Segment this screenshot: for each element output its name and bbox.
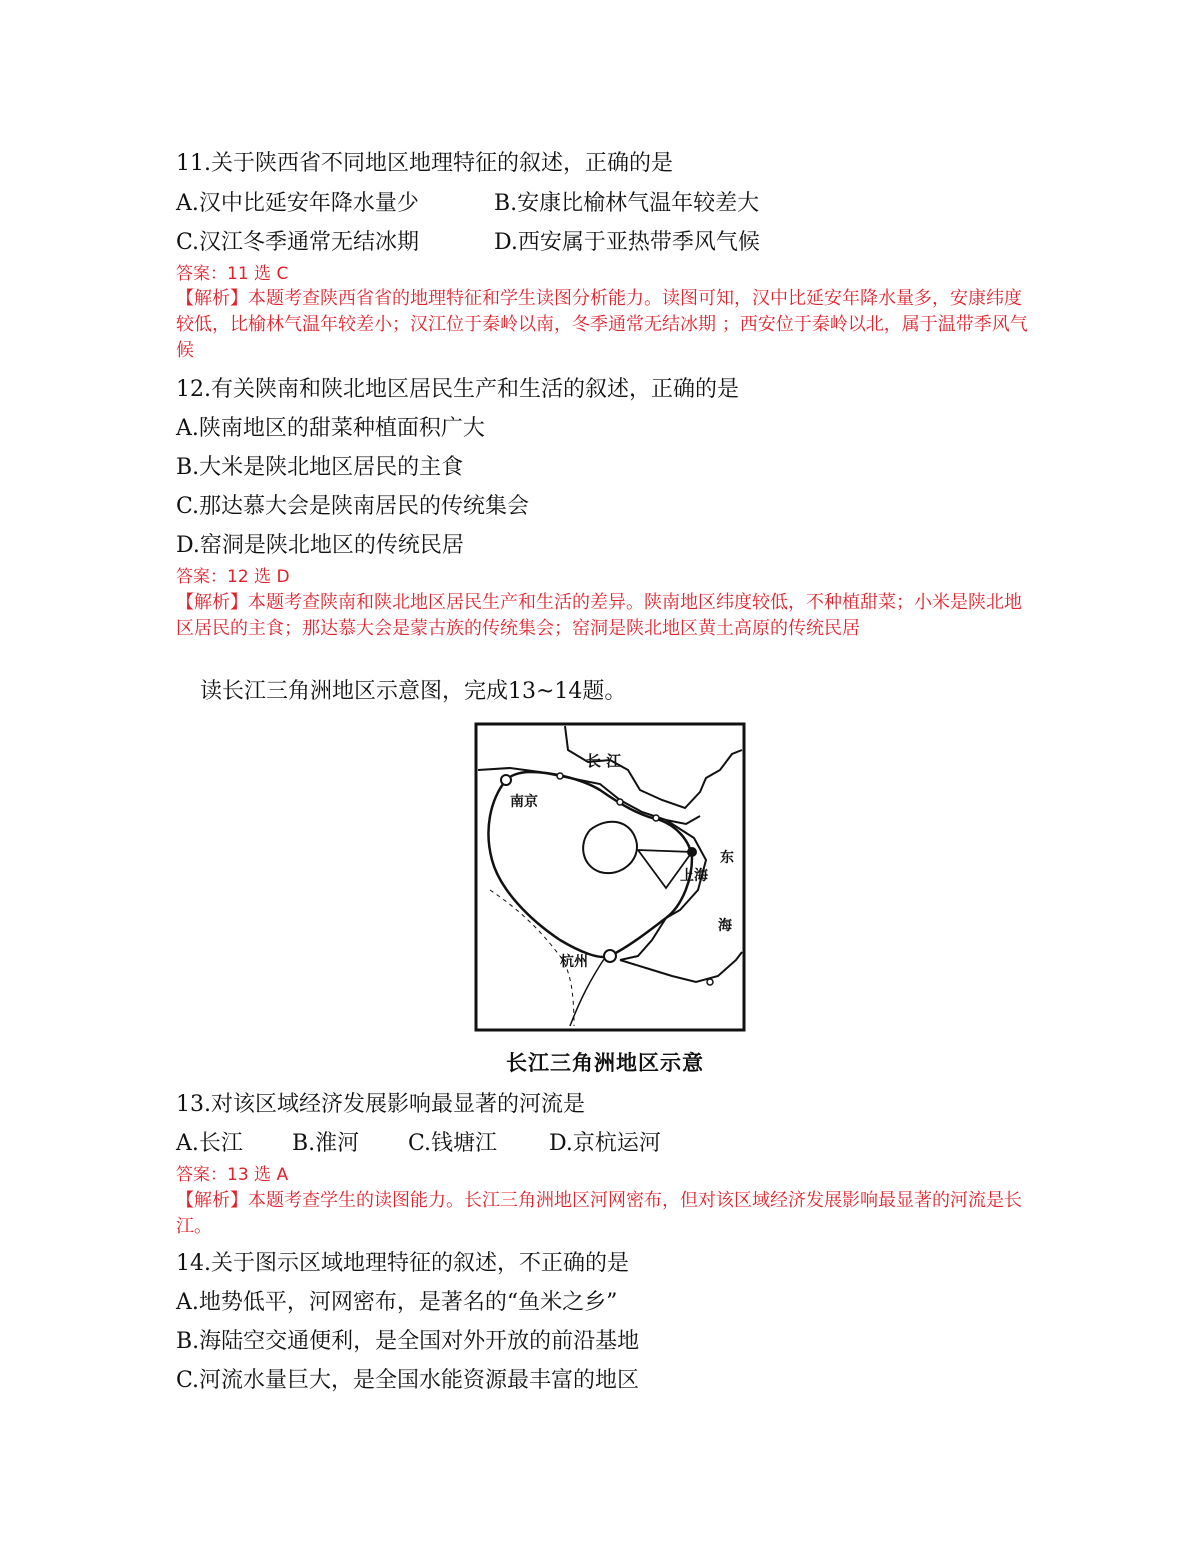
yangtze-delta-map xyxy=(470,720,750,1080)
city-marker xyxy=(617,799,623,805)
label-shanghai: 上海 xyxy=(680,868,708,884)
q14-option-a: A.地势低平，河网密布，是著名的“鱼米之乡” xyxy=(176,1290,618,1315)
nanjing-marker xyxy=(501,775,511,785)
q12-answer: 答案：12 选 D xyxy=(176,567,290,587)
q12-option-d: D.窑洞是陕北地区的传统民居 xyxy=(176,533,464,558)
q11-explanation: 【解析】本题考查陕西省省的地理特征和学生读图分析能力。读图可知，汉中比延安年降水量多，安康纬度较低，比榆林气温年较差小；汉江位于秦岭以南，冬季通常无结冰期 ；西安位于秦岭以北，属于温带季风气候 xyxy=(176,288,1028,361)
taihu-lake xyxy=(583,822,637,873)
q11-option-b: B.安康比榆林气温年较差大 xyxy=(494,191,760,216)
q14-option-c: C.河流水量巨大，是全国水能资源最丰富的地区 xyxy=(176,1368,640,1393)
q13-stem: 13.对该区域经济发展影响最显著的河流是 xyxy=(176,1092,585,1117)
hangzhou-marker xyxy=(604,950,616,962)
q13-answer: 答案：13 选 A xyxy=(176,1165,289,1185)
q14-stem: 14.关于图示区域地理特征的叙述，不正确的是 xyxy=(176,1251,629,1276)
city-marker xyxy=(707,979,713,985)
q12-option-a: A.陕南地区的甜菜种植面积广大 xyxy=(176,416,485,441)
label-hai: 海 xyxy=(718,918,732,934)
label-changjiang: 长 江 xyxy=(586,752,622,770)
q12-option-c: C.那达慕大会是陕南居民的传统集会 xyxy=(176,494,530,519)
q13-explanation: 【解析】本题考查学生的读图能力。长江三角洲地区河网密布，但对该区域经济发展影响最显著的河流是长江。 xyxy=(176,1190,1022,1237)
city-marker xyxy=(557,773,563,779)
q11-option-d: D.西安属于亚热带季风气候 xyxy=(494,230,760,255)
label-dong: 东 xyxy=(720,850,734,866)
q12-explanation: 【解析】本题考查陕南和陕北地区居民生产和生活的差异。陕南地区纬度较低，不种植甜菜；小米是陕北地区居民的主食；那达慕大会是蒙古族的传统集会；窑洞是陕北地区黄土高原的传统民居 xyxy=(176,592,1022,639)
q12-option-b: B.大米是陕北地区居民的主食 xyxy=(176,455,464,480)
q11-answer: 答案：11 选 C xyxy=(176,264,289,284)
shanghai-marker xyxy=(687,847,697,857)
q13-option-b: B.淮河 xyxy=(292,1131,360,1156)
q11-stem: 11.关于陕西省不同地区地理特征的叙述，正确的是 xyxy=(176,151,673,176)
map-svg xyxy=(470,720,750,1040)
q14-option-b: B.海陆空交通便利，是全国对外开放的前沿基地 xyxy=(176,1329,640,1354)
city-marker xyxy=(653,815,659,821)
map-intro: 读长江三角洲地区示意图，完成13~14题。 xyxy=(200,679,627,704)
map-caption: 长江三角洲地区示意 xyxy=(506,1051,704,1075)
q11-option-c: C.汉江冬季通常无结冰期 xyxy=(176,230,420,255)
q12-stem: 12.有关陕南和陕北地区居民生产和生活的叙述，正确的是 xyxy=(176,377,739,402)
q11-option-a: A.汉中比延安年降水量少 xyxy=(176,191,419,216)
q13-option-d: D.京杭运河 xyxy=(549,1131,661,1156)
q13-option-a: A.长江 xyxy=(176,1131,243,1156)
label-nanjing: 南京 xyxy=(510,794,538,810)
q13-option-c: C.钱塘江 xyxy=(408,1131,498,1156)
label-hangzhou: 杭州 xyxy=(560,954,588,970)
